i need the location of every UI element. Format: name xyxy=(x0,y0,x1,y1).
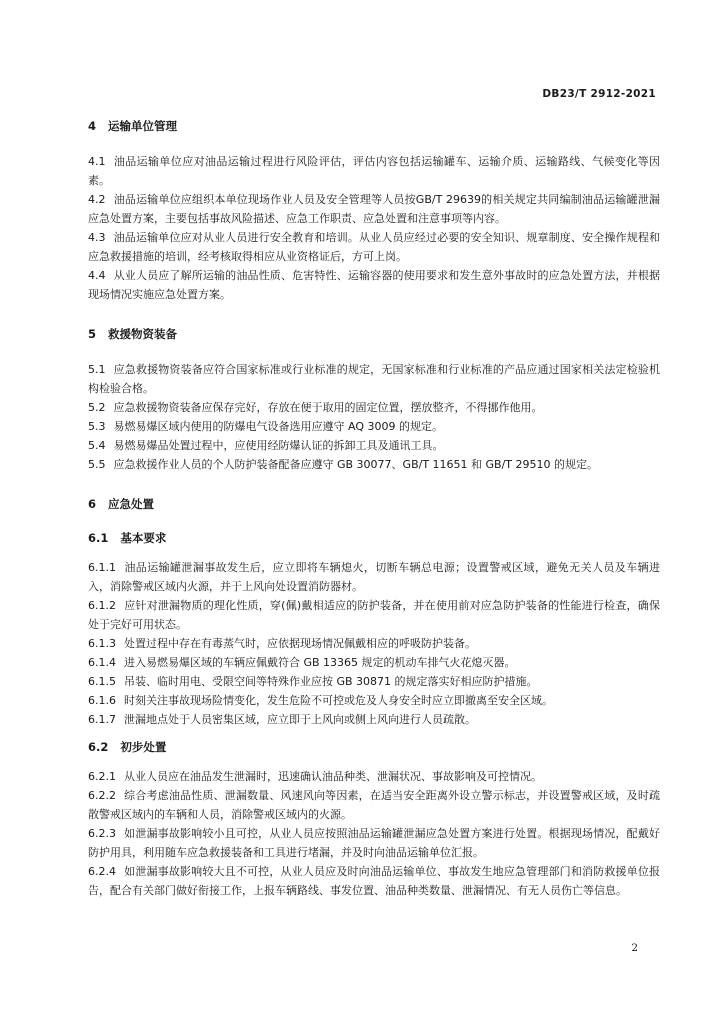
section-heading xyxy=(88,118,660,134)
clause-text: 处置过程中存在有毒蒸气时，应依据现场情况佩戴相应的呼吸防护装备。 xyxy=(124,637,476,650)
clause xyxy=(88,634,660,653)
clause-number: 4.2 xyxy=(88,193,106,206)
clause xyxy=(88,455,660,474)
subsection-number: 6.2 xyxy=(88,740,109,754)
clause-text: 油品运输单位应组织本单位现场作业人员及安全管理等人员按GB/T 29639的相关规定共同编制油品运输罐泄漏应急处置方案，主要包括事故风险描述、应急工作职责、应急处置和注意事项等内容。 xyxy=(88,193,660,225)
clause-number: 5.2 xyxy=(88,401,106,414)
document-code: DB23/T 2912-2021 xyxy=(542,88,656,100)
clause-text: 从业人员应了解所运输的油品性质、危害特性、运输容器的使用要求和发生意外事故时的应急处置方法，并根据现场情况实施应急处置方案。 xyxy=(88,269,660,301)
clause xyxy=(88,786,660,824)
clause-text: 如泄漏事故影响较小且可控，从业人员应按照油品运输罐泄漏应急处置方案进行处置。根据现场情况，配戴好防护用具，利用随车应急救援装备和工具进行堵漏，并及时向油品运输单位汇报。 xyxy=(88,827,660,859)
section-title: 应急处置 xyxy=(108,497,155,511)
section-heading xyxy=(88,326,660,342)
clause-number: 6.1.6 xyxy=(88,694,116,707)
clause-number: 5.4 xyxy=(88,439,106,452)
clause xyxy=(88,266,660,304)
clause-number: 6.1.5 xyxy=(88,675,116,688)
clause-number: 6.1.1 xyxy=(88,561,116,574)
subsection-heading xyxy=(88,530,660,546)
clause-text: 油品运输单位应对从业人员进行安全教育和培训。从业人员应经过必要的安全知识、规章制度、安全操作规程和应急救援措施的培训，经考核取得相应从业资格证后，方可上岗。 xyxy=(88,231,660,263)
section-title: 运输单位管理 xyxy=(108,119,178,133)
clause-number: 6.2.1 xyxy=(88,770,116,783)
clause-number: 4.1 xyxy=(88,155,106,168)
clause-text: 泄漏地点处于人员密集区域，应立即于上风向或侧上风向进行人员疏散。 xyxy=(124,713,476,726)
subsection-number: 6.1 xyxy=(88,531,109,545)
clause xyxy=(88,152,660,190)
clause-text: 时刻关注事故现场险情变化，发生危险不可控或危及人身安全时应立即撤离至安全区域。 xyxy=(124,694,553,707)
clause-number: 5.3 xyxy=(88,420,106,433)
clause-number: 4.4 xyxy=(88,269,106,282)
clause-number: 6.2.2 xyxy=(88,789,116,802)
clause xyxy=(88,558,660,596)
clause xyxy=(88,398,660,417)
section-number: 4 xyxy=(88,119,97,133)
section-number: 5 xyxy=(88,327,97,341)
clause xyxy=(88,436,660,455)
subsection-title: 初步处置 xyxy=(120,740,167,754)
clause xyxy=(88,862,660,900)
clause-text: 易燃易爆品处置过程中，应使用经防爆认证的拆卸工具及通讯工具。 xyxy=(113,439,444,452)
clause-number: 6.2.3 xyxy=(88,827,116,840)
clause xyxy=(88,228,660,266)
subsection-heading xyxy=(88,739,660,755)
clause-text: 应针对泄漏物质的理化性质，穿(佩)戴相适应的防护装备，并在使用前对应急防护装备的性能进行检查，确保处于完好可用状态。 xyxy=(88,599,660,631)
clause-text: 应急救援作业人员的个人防护装备配备应遵守 GB 30077、GB/T 11651 和 GB/T 29510 的规定。 xyxy=(113,458,599,471)
document-body xyxy=(88,112,660,900)
clause-text: 油品运输单位应对油品运输过程进行风险评估，评估内容包括运输罐车、运输介质、运输路线、气候变化等因素。 xyxy=(88,155,660,187)
clause xyxy=(88,360,660,398)
clause xyxy=(88,596,660,634)
clause-text: 易燃易爆区域内使用的防爆电气设备选用应遵守 AQ 3009 的规定。 xyxy=(113,420,443,433)
clause xyxy=(88,417,660,436)
clause-text: 吊装、临时用电、受限空间等特殊作业应按 GB 30871 的规定落实好相应防护措施。 xyxy=(124,675,538,688)
clause-text: 如泄漏事故影响较大且不可控，从业人员应及时向油品运输单位、事故发生地应急管理部门和消防救援单位报告，配合有关部门做好衔接工作，上报车辆路线、事发位置、油品种类数量、泄漏情况、有无人员伤亡等信息。 xyxy=(88,865,660,897)
clause xyxy=(88,767,660,786)
subsection-title: 基本要求 xyxy=(120,531,167,545)
clause-text: 从业人员应在油品发生泄漏时，迅速确认油品种类、泄漏状况、事故影响及可控情况。 xyxy=(124,770,542,783)
clause-number: 5.1 xyxy=(88,363,106,376)
clause xyxy=(88,824,660,862)
clause-text: 进入易燃易爆区域的车辆应佩戴符合 GB 13365 规定的机动车排气火花熄灭器。 xyxy=(124,656,516,669)
clause xyxy=(88,710,660,729)
page-number: 2 xyxy=(631,942,638,954)
clause-number: 6.2.4 xyxy=(88,865,116,878)
clause-number: 6.1.2 xyxy=(88,599,116,612)
clause-number: 6.1.7 xyxy=(88,713,116,726)
section-number: 6 xyxy=(88,497,97,511)
clause-number: 5.5 xyxy=(88,458,106,471)
clause-number: 6.1.4 xyxy=(88,656,116,669)
section-heading xyxy=(88,496,660,512)
clause-text: 油品运输罐泄漏事故发生后，应立即将车辆熄火，切断车辆总电源；设置警戒区域，避免无关人员及车辆进入，消除警戒区域内火源，并于上风向处设置消防器材。 xyxy=(88,561,660,593)
clause-number: 6.1.3 xyxy=(88,637,116,650)
clause xyxy=(88,653,660,672)
clause xyxy=(88,672,660,691)
clause xyxy=(88,190,660,228)
clause-text: 综合考虑油品性质、泄漏数量、风速风向等因素，在适当安全距离外设立警示标志，并设置警戒区域，及时疏散警戒区域内的车辆和人员，消除警戒区域内的火源。 xyxy=(88,789,660,821)
clause-number: 4.3 xyxy=(88,231,106,244)
clause-text: 应急救援物资装备应符合国家标准或行业标准的规定，无国家标准和行业标准的产品应通过国家相关法定检验机构检验合格。 xyxy=(88,363,660,395)
section-title: 救援物资装备 xyxy=(108,327,178,341)
clause-text: 应急救援物资装备应保存完好，存放在便于取用的固定位置，摆放整齐，不得挪作他用。 xyxy=(113,401,543,414)
clause xyxy=(88,691,660,710)
